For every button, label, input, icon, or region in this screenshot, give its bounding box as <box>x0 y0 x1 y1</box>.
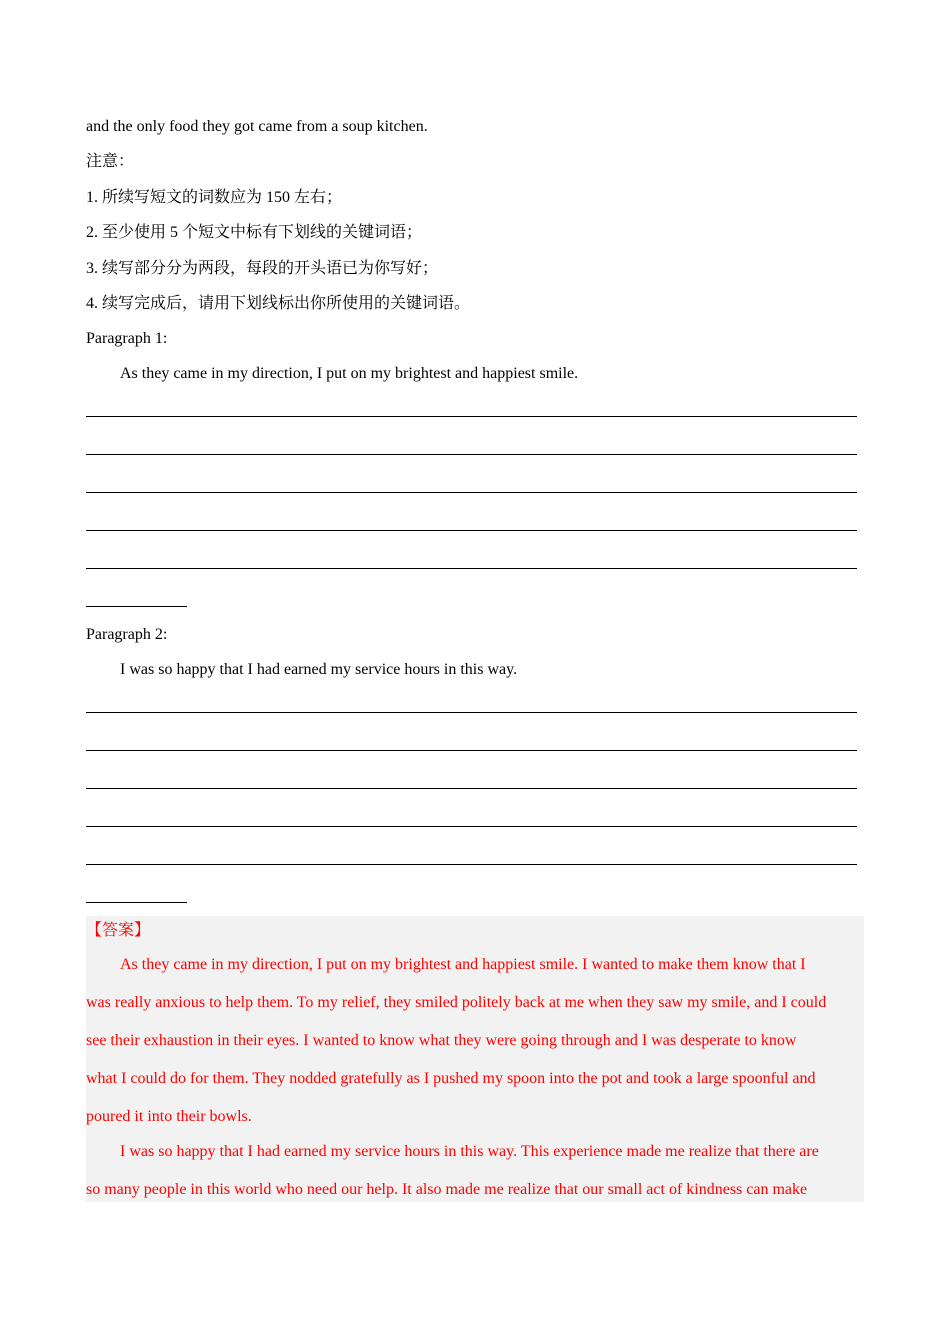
answer-heading: 【答案】 <box>86 922 151 939</box>
writing-line <box>86 530 857 531</box>
intro-continuation: and the only food they got came from a soup kitchen. <box>86 118 428 135</box>
writing-line <box>86 902 187 903</box>
answer-line: was really anxious to help them. To my relief, they smiled politely back at me when they saw my smile, and I could <box>86 994 827 1011</box>
notes-heading: 注意： <box>86 153 135 170</box>
paragraph2-opening: I was so happy that I had earned my service hours in this way. <box>120 661 518 678</box>
answer-line: As they came in my direction, I put on my brightest and happiest smile. I wanted to make them know that I <box>120 956 806 973</box>
answer-line: so many people in this world who need our help. It also made me realize that our small act of kindness can make <box>86 1181 808 1198</box>
answer-line: I was so happy that I had earned my service hours in this way. This experience made me realize that there are <box>120 1143 819 1160</box>
writing-line <box>86 750 857 751</box>
writing-line <box>86 568 857 569</box>
paragraph1-label: Paragraph 1: <box>86 330 168 347</box>
writing-line <box>86 606 187 607</box>
answer-line: what I could do for them. They nodded gratefully as I pushed my spoon into the pot and took a large spoonful and <box>86 1070 816 1087</box>
note-item: 3. 续写部分分为两段，每段的开头语已为你写好； <box>86 260 439 277</box>
answer-line: see their exhaustion in their eyes. I wanted to know what they were going through and I was desperate to know <box>86 1032 797 1049</box>
writing-line <box>86 712 857 713</box>
writing-line <box>86 788 857 789</box>
note-item: 1. 所续写短文的词数应为 150 左右； <box>86 189 343 206</box>
writing-line <box>86 492 857 493</box>
note-item: 4. 续写完成后，请用下划线标出你所使用的关键词语。 <box>86 295 471 312</box>
paragraph1-opening: As they came in my direction, I put on my brightest and happiest smile. <box>120 365 579 382</box>
paragraph2-label: Paragraph 2: <box>86 626 168 643</box>
note-item: 2. 至少使用 5 个短文中标有下划线的关键词语； <box>86 224 423 241</box>
answer-line: poured it into their bowls. <box>86 1108 252 1125</box>
writing-line <box>86 826 857 827</box>
writing-line <box>86 454 857 455</box>
writing-line <box>86 416 857 417</box>
writing-line <box>86 864 857 865</box>
